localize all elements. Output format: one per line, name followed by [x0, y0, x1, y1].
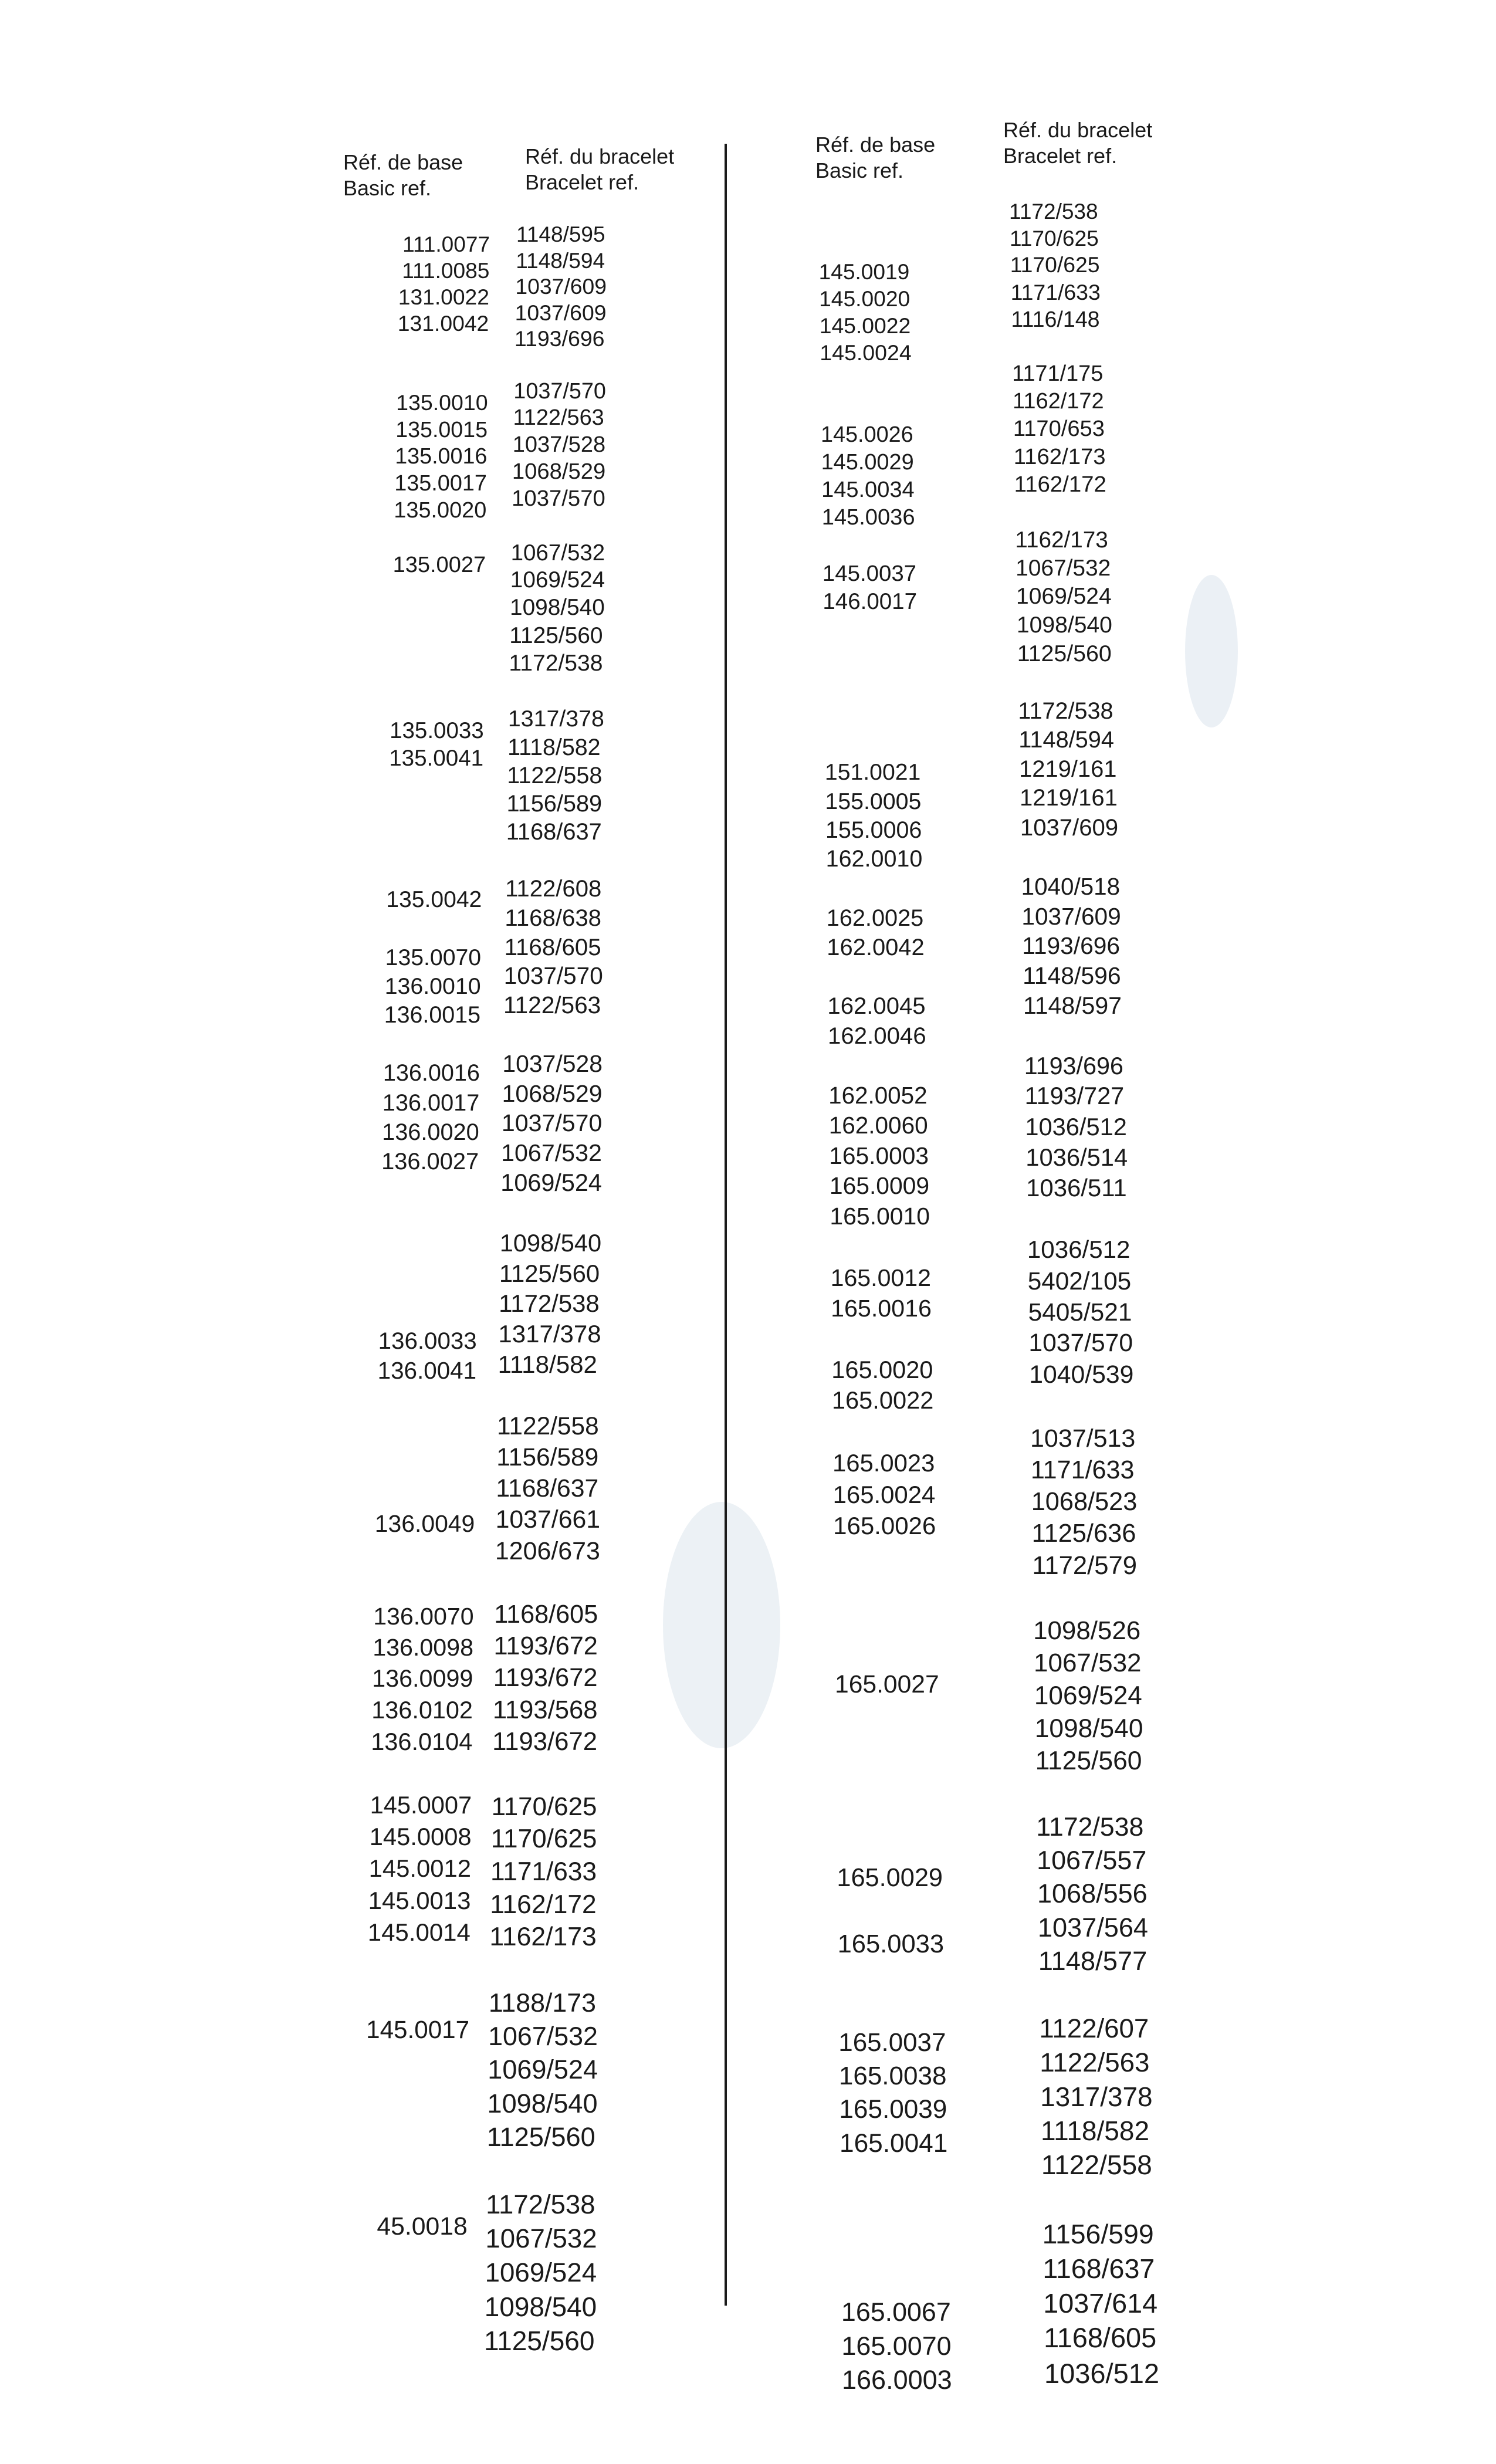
base-ref-cell: 135.0016	[395, 444, 488, 469]
bracelet-ref-cell: 1317/378	[507, 705, 604, 732]
left-base-ref-header	[343, 150, 463, 201]
bracelet-ref-cell: 1168/605	[504, 933, 601, 960]
bracelet-ref-cell: 1171/633	[1030, 1456, 1135, 1484]
bracelet-ref-cell: 1171/175	[1012, 361, 1104, 386]
base-ref-cell: 165.0039	[839, 2094, 947, 2124]
bracelet-ref-cell: 1067/557	[1037, 1845, 1147, 1876]
base-ref-cell	[307, 801, 483, 829]
base-ref-cell: 135.0017	[394, 471, 487, 496]
bracelet-ref-cell: 1193/696	[1022, 932, 1120, 960]
base-ref-cell	[835, 1701, 1011, 1733]
base-ref-cell	[818, 232, 994, 259]
base-ref-cell: 111.0077	[402, 232, 490, 256]
base-ref-cell: 165.0070	[841, 2330, 952, 2361]
bracelet-ref-cell: 1193/696	[514, 326, 605, 351]
base-ref-cell: 136.0102	[371, 1696, 473, 1724]
bracelet-ref-cell: 1168/638	[505, 905, 602, 932]
base-ref-cell: 165.0041	[840, 2128, 948, 2158]
base-ref-cell: 165.0020	[831, 1355, 933, 1383]
base-ref-cell	[291, 2243, 467, 2277]
base-ref-cell	[293, 2079, 469, 2111]
base-ref-cell	[835, 1732, 1011, 1765]
base-ref-cell	[302, 1265, 478, 1295]
base-ref-cell: 136.0027	[381, 1149, 479, 1175]
base-ref-cell: 136.0017	[382, 1089, 480, 1116]
bracelet-ref-cell: 1067/532	[1034, 1649, 1142, 1678]
base-ref-cell	[292, 2177, 468, 2210]
base-ref-cell	[306, 915, 482, 943]
base-ref-cell: 145.0022	[819, 313, 911, 339]
bracelet-ref-cell: 1148/595	[516, 222, 605, 246]
bracelet-ref-cell: 1168/605	[1044, 2323, 1157, 2354]
base-ref-cell	[299, 1447, 475, 1478]
base-ref-cell: 145.0024	[820, 340, 912, 365]
base-ref-cell: 111.0085	[402, 258, 490, 283]
bracelet-ref-cell: 1037/570	[513, 378, 606, 404]
base-ref-cell: 145.0012	[368, 1854, 471, 1883]
base-ref-cell: 135.0010	[396, 390, 488, 415]
bracelet-ref-cell: 1037/614	[1043, 2287, 1158, 2319]
base-ref-cell: 165.0026	[833, 1512, 936, 1540]
base-ref-cell	[309, 634, 485, 661]
bracelet-ref-cell: 1193/568	[492, 1695, 598, 1724]
bracelet-ref-cell: 1036/512	[1044, 2357, 1160, 2389]
bracelet-ref-cell: 1098/540	[1034, 1714, 1143, 1743]
bracelet-ref-cell: 1068/523	[1031, 1487, 1138, 1516]
bracelet-ref-cell: 1125/560	[499, 1259, 600, 1287]
bracelet-ref-cell: 1118/582	[1041, 2115, 1150, 2146]
bracelet-ref-cell: 1125/560	[1035, 1747, 1142, 1776]
bracelet-ref-cell: 1170/625	[1010, 252, 1100, 277]
bracelet-ref-cell: 1068/556	[1037, 1879, 1148, 1909]
bracelet-ref-cell: 1172/538	[1018, 698, 1113, 725]
base-ref-cell: 131.0022	[398, 284, 489, 309]
header-label-fr: Réf. de base	[815, 133, 936, 157]
bracelet-ref-cell: 5402/105	[1027, 1267, 1132, 1295]
base-ref-cell	[834, 1542, 1010, 1573]
header-label-fr: Réf. de base	[343, 150, 463, 174]
bracelet-ref-cell: 1156/599	[1042, 2218, 1154, 2249]
base-ref-cell	[820, 394, 996, 421]
bracelet-ref-cell: 1168/605	[494, 1600, 598, 1629]
bracelet-ref-cell: 1148/577	[1038, 1946, 1148, 1976]
bracelet-ref-cell: 1171/633	[1010, 280, 1101, 305]
bracelet-ref-cell: 1162/172	[490, 1890, 597, 1919]
right-base-ref-header	[815, 132, 935, 184]
base-ref-cell: 135.0070	[385, 945, 482, 970]
bracelet-ref-cell: 1037/609	[515, 274, 607, 299]
base-ref-cell	[831, 1324, 1007, 1355]
base-ref-cell	[292, 2111, 468, 2144]
bracelet-ref-cell: 1069/524	[510, 567, 605, 593]
base-ref-cell: 146.0017	[823, 588, 917, 614]
base-ref-cell: 145.0017	[366, 2016, 470, 2044]
base-ref-cell: 151.0021	[824, 760, 921, 786]
right-bracelet-ref-column	[1009, 198, 1209, 2391]
bracelet-ref-cell: 1122/563	[503, 991, 601, 1018]
right-bracelet-ref-header	[1003, 117, 1152, 169]
base-ref-cell: 145.0013	[368, 1886, 471, 1914]
bracelet-ref-cell: 1122/563	[513, 405, 604, 431]
bracelet-ref-cell: 1172/538	[1009, 199, 1098, 224]
base-ref-cell	[841, 2261, 1017, 2295]
column-divider	[725, 144, 727, 2306]
bracelet-ref-cell: 1193/672	[493, 1664, 598, 1693]
base-ref-cell	[290, 2310, 466, 2343]
base-ref-cell: 165.0027	[835, 1670, 939, 1699]
base-ref-cell: 155.0006	[825, 817, 922, 843]
base-ref-cell: 136.0049	[374, 1509, 475, 1537]
bracelet-ref-cell: 1036/514	[1025, 1143, 1128, 1171]
base-ref-cell	[824, 644, 1000, 672]
bracelet-ref-cell: 1037/528	[502, 1050, 603, 1078]
bracelet-ref-cell: 1162/173	[489, 1923, 597, 1952]
bracelet-ref-cell: 1067/532	[488, 2022, 598, 2052]
bracelet-ref-cell: 1162/173	[1013, 444, 1106, 469]
bracelet-ref-cell: 1168/637	[506, 819, 602, 845]
bracelet-ref-cell: 1067/532	[501, 1139, 602, 1166]
base-ref-cell	[313, 337, 489, 363]
bracelet-ref-cell: 1067/532	[1016, 556, 1111, 581]
base-ref-cell	[310, 578, 486, 606]
bracelet-ref-cell: 1068/529	[512, 459, 606, 485]
base-ref-cell: 165.0016	[831, 1294, 932, 1322]
bracelet-ref-cell: 1098/540	[484, 2291, 597, 2322]
bracelet-ref-cell: 1122/608	[505, 876, 602, 902]
bracelet-ref-cell: 1206/673	[495, 1536, 600, 1565]
base-ref-cell: 165.0003	[829, 1142, 929, 1169]
bracelet-ref-cell: 1172/538	[509, 650, 603, 676]
base-ref-cell: 155.0005	[825, 788, 922, 814]
base-ref-cell	[302, 1236, 478, 1266]
bracelet-ref-cell: 1069/524	[488, 2055, 598, 2085]
bracelet-ref-cell: 1037/528	[512, 432, 606, 457]
base-ref-cell: 162.0025	[826, 905, 924, 931]
base-ref-cell: 162.0052	[828, 1082, 928, 1109]
base-ref-cell: 166.0003	[842, 2365, 952, 2395]
base-ref-cell: 136.0015	[384, 1002, 480, 1028]
base-ref-cell	[301, 1296, 477, 1326]
bracelet-ref-cell: 1170/625	[1009, 225, 1099, 251]
base-ref-cell: 162.0042	[827, 934, 925, 960]
header-label-en: Basic ref.	[815, 158, 904, 182]
base-ref-cell	[837, 1830, 1013, 1863]
bracelet-ref-cell: 1037/609	[515, 300, 607, 325]
bracelet-ref-cell: 1193/672	[492, 1727, 598, 1756]
base-ref-cell	[836, 1765, 1012, 1797]
base-ref-cell	[834, 1573, 1010, 1605]
bracelet-ref-cell: 1037/513	[1030, 1424, 1136, 1453]
base-ref-cell: 165.0038	[838, 2061, 947, 2090]
header-label-fr: Réf. du bracelet	[1003, 118, 1153, 142]
bracelet-ref-cell: 1193/727	[1024, 1082, 1125, 1110]
base-ref-cell: 136.0070	[373, 1603, 474, 1630]
base-ref-cell: 136.0016	[383, 1060, 480, 1087]
bracelet-ref-cell: 1067/532	[510, 540, 605, 566]
bracelet-ref-cell: 1069/524	[500, 1169, 602, 1196]
base-ref-cell: 165.0067	[841, 2297, 951, 2327]
base-ref-cell: 165.0037	[838, 2028, 946, 2057]
base-ref-cell: 165.0012	[830, 1264, 932, 1291]
bracelet-ref-cell: 1098/540	[487, 2088, 598, 2118]
bracelet-ref-cell: 1148/596	[1023, 962, 1121, 990]
base-ref-cell	[824, 672, 1000, 701]
header-label-fr: Réf. du bracelet	[525, 144, 675, 168]
base-ref-cell	[823, 616, 999, 644]
base-ref-cell: 145.0008	[369, 1822, 472, 1850]
bracelet-ref-cell: 1037/570	[512, 486, 605, 512]
bracelet-ref-cell: 1116/148	[1011, 307, 1100, 332]
bracelet-ref-cell: 1037/661	[495, 1505, 601, 1534]
bracelet-ref-cell: 1317/378	[1040, 2081, 1153, 2112]
base-ref-cell: 145.0019	[818, 259, 910, 284]
bracelet-ref-cell: 1317/378	[498, 1320, 601, 1348]
header-label-en: Bracelet ref.	[525, 170, 639, 194]
base-ref-cell	[299, 1539, 475, 1570]
base-ref-cell: 135.0033	[390, 717, 484, 743]
header-label-en: Basic ref.	[343, 176, 432, 200]
base-ref-cell: 45.0018	[377, 2212, 468, 2241]
left-base-ref-column	[314, 232, 490, 2343]
base-ref-cell: 165.0022	[831, 1386, 934, 1414]
base-ref-cell	[303, 1176, 479, 1206]
bracelet-ref-cell: 1170/625	[490, 1825, 597, 1854]
base-ref-cell	[291, 2276, 467, 2310]
bracelet-ref-cell: 1172/579	[1032, 1552, 1137, 1580]
base-ref-cell	[293, 2046, 469, 2079]
base-ref-cell: 162.0045	[827, 993, 926, 1020]
base-ref-cell	[824, 730, 1000, 759]
base-ref-cell: 136.0010	[384, 973, 481, 999]
bracelet-ref-cell: 1037/564	[1037, 1912, 1148, 1942]
bracelet-ref-cell: 1193/672	[493, 1632, 598, 1661]
bracelet-ref-cell: 1037/570	[503, 962, 603, 990]
bracelet-ref-cell: 1122/558	[1041, 2150, 1152, 2181]
base-ref-cell: 135.0015	[395, 417, 488, 442]
bracelet-ref-cell: 1037/609	[1021, 902, 1121, 930]
base-ref-cell	[309, 606, 485, 634]
base-ref-cell: 165.0023	[832, 1449, 935, 1477]
base-ref-cell: 136.0099	[372, 1665, 473, 1693]
base-ref-cell: 162.0010	[825, 846, 923, 872]
bracelet-ref-cell: 1122/558	[497, 1412, 599, 1440]
bracelet-ref-cell: 1098/540	[499, 1229, 602, 1257]
bracelet-ref-cell: 1171/633	[490, 1857, 597, 1886]
base-ref-cell: 136.0041	[377, 1357, 477, 1385]
bracelet-ref-cell: 1125/560	[509, 622, 603, 648]
base-ref-cell: 136.0098	[373, 1634, 473, 1661]
base-ref-cell: 145.0007	[370, 1791, 472, 1819]
bracelet-ref-cell: 1168/637	[1043, 2253, 1155, 2284]
bracelet-ref-cell: 1188/173	[488, 1988, 596, 2018]
base-ref-cell: 165.0029	[837, 1864, 943, 1893]
base-ref-cell	[307, 773, 483, 801]
left-bracelet-ref-column	[484, 222, 716, 2358]
bracelet-ref-cell: 1125/560	[486, 2122, 595, 2152]
base-ref-cell	[837, 1895, 1013, 1928]
bracelet-ref-cell: 1068/529	[502, 1079, 603, 1107]
right-base-ref-column	[818, 232, 994, 2398]
base-ref-cell: 145.0020	[819, 286, 911, 312]
bracelet-ref-cell: 1040/518	[1021, 873, 1121, 901]
bracelet-ref-cell: 1172/538	[486, 2189, 595, 2219]
bracelet-ref-cell: 1168/637	[496, 1474, 599, 1503]
bracelet-ref-cell: 1098/540	[510, 594, 605, 620]
bracelet-ref-cell: 1125/560	[1017, 641, 1112, 667]
base-ref-cell	[840, 2160, 1016, 2194]
bracelet-ref-cell: 1122/558	[507, 762, 603, 788]
base-ref-cell: 145.0026	[821, 422, 913, 447]
bracelet-ref-cell: 1040/539	[1029, 1360, 1134, 1389]
bracelet-ref-cell: 1170/653	[1013, 416, 1105, 441]
bracelet-ref-cell: 1156/589	[496, 1444, 599, 1472]
bracelet-ref-cell: 1069/524	[1016, 584, 1112, 610]
base-ref-cell	[834, 1637, 1010, 1668]
bracelet-ref-cell: 1162/173	[1015, 527, 1108, 553]
bracelet-ref-cell: 1069/524	[485, 2257, 597, 2287]
bracelet-ref-cell: 1036/512	[1025, 1113, 1127, 1140]
bracelet-ref-cell: 1122/563	[1040, 2047, 1150, 2077]
bracelet-ref-cell: 1148/597	[1023, 992, 1122, 1020]
header-label-en: Bracelet ref.	[1003, 144, 1118, 168]
bracelet-ref-cell: 1148/594	[516, 248, 605, 273]
bracelet-ref-cell: 1172/538	[499, 1289, 600, 1318]
base-ref-cell: 162.0046	[828, 1022, 926, 1049]
bracelet-ref-cell: 1122/607	[1039, 2013, 1149, 2043]
base-ref-cell	[299, 1478, 475, 1508]
bracelet-ref-cell: 1170/625	[491, 1792, 597, 1822]
base-ref-cell	[306, 829, 482, 857]
bracelet-ref-cell: 1125/636	[1031, 1519, 1136, 1548]
bracelet-ref-cell: 1125/560	[484, 2326, 595, 2357]
base-ref-cell: 145.0029	[821, 449, 914, 475]
base-ref-cell: 145.0036	[821, 505, 915, 530]
base-ref-cell: 135.0020	[394, 498, 487, 523]
bracelet-ref-cell: 1193/696	[1024, 1052, 1123, 1079]
base-ref-cell: 136.0020	[382, 1119, 479, 1145]
bracelet-ref-cell: 5405/521	[1028, 1298, 1132, 1326]
bracelet-ref-cell: 1069/524	[1034, 1681, 1142, 1710]
bracelet-ref-cell: 1219/161	[1019, 756, 1117, 782]
bracelet-ref-cell: 1036/512	[1027, 1236, 1131, 1264]
bracelet-ref-cell: 1162/172	[1014, 471, 1106, 497]
bracelet-ref-cell: 1219/161	[1020, 785, 1118, 811]
bracelet-ref-cell: 1098/540	[1016, 612, 1112, 638]
base-ref-cell: 165.0033	[837, 1930, 945, 1958]
base-ref-cell: 162.0060	[828, 1112, 928, 1139]
bracelet-ref-cell: 1172/538	[1036, 1812, 1144, 1842]
bracelet-ref-cell: 1037/570	[501, 1109, 603, 1137]
bracelet-ref-cell: 1118/582	[507, 734, 601, 760]
bracelet-ref-cell: 1156/589	[506, 790, 603, 817]
base-ref-cell	[309, 661, 485, 689]
base-ref-cell: 135.0027	[392, 552, 486, 577]
bracelet-ref-cell: 1036/511	[1026, 1174, 1127, 1202]
bracelet-ref-cell: 1118/582	[497, 1351, 597, 1379]
base-ref-cell: 165.0010	[830, 1202, 930, 1230]
base-ref-cell	[841, 2227, 1017, 2261]
bracelet-ref-cell: 1162/172	[1013, 388, 1104, 414]
base-ref-cell: 135.0042	[386, 887, 482, 913]
bracelet-ref-cell: 1098/526	[1033, 1616, 1141, 1646]
base-ref-cell	[300, 1417, 476, 1447]
base-ref-cell	[294, 1981, 470, 2013]
base-ref-cell	[827, 962, 1003, 991]
base-ref-cell: 135.0041	[389, 746, 484, 771]
base-ref-cell: 136.0033	[378, 1327, 477, 1354]
base-ref-cell: 145.0034	[821, 477, 915, 502]
base-ref-cell: 136.0104	[371, 1728, 473, 1756]
base-ref-cell: 165.0009	[829, 1172, 930, 1200]
base-ref-cell: 165.0024	[832, 1480, 936, 1508]
bracelet-ref-cell: 1037/570	[1028, 1329, 1133, 1358]
bracelet-ref-cell: 1037/609	[1020, 815, 1119, 841]
left-bracelet-ref-header	[525, 144, 674, 195]
base-ref-cell: 145.0014	[367, 1918, 471, 1947]
bracelet-ref-cell: 1067/532	[485, 2223, 597, 2253]
base-ref-cell: 131.0042	[397, 310, 489, 336]
base-ref-cell: 145.0037	[822, 561, 917, 587]
base-ref-cell	[838, 1961, 1014, 1993]
bracelet-ref-cell: 1148/594	[1018, 727, 1114, 753]
